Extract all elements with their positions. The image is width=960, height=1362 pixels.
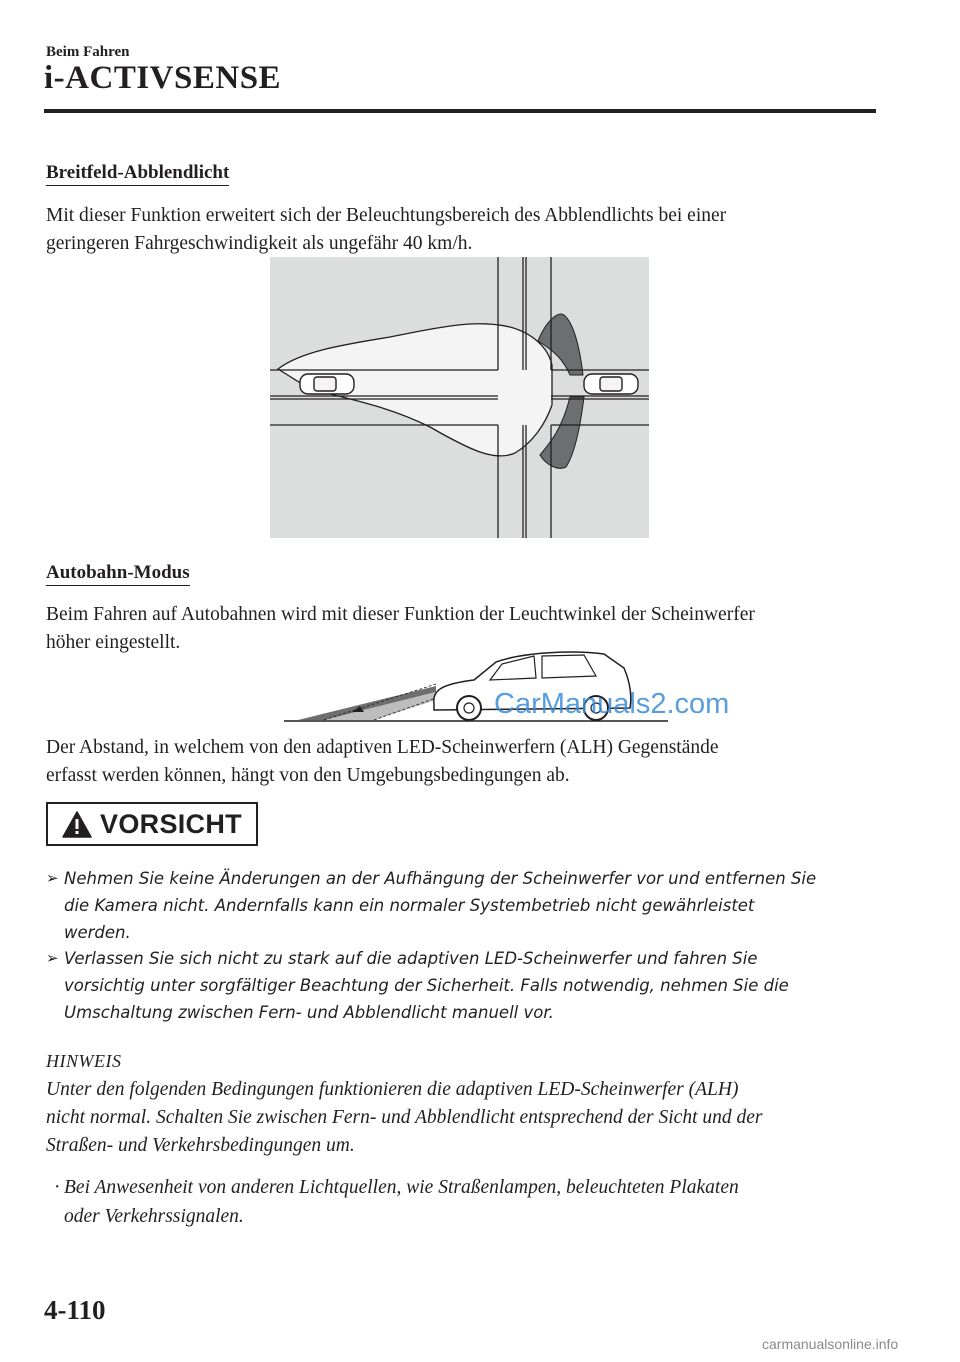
caution-line: Verlassen Sie sich nicht zu stark auf die adaptiven LED-Scheinwerfer und fahren Sie	[64, 949, 758, 968]
watermark: CarManuals2.com	[494, 688, 730, 720]
arrow-bullet-icon: ➢	[46, 949, 59, 967]
note-heading: HINWEIS	[46, 1051, 122, 1071]
chapter-title: i-ACTIVSENSE	[44, 60, 282, 96]
wide-beam-illustration	[270, 257, 649, 538]
bullet-dot: ·	[54, 1177, 61, 1198]
note-paragraph	[46, 1076, 876, 1160]
caution-line: die Kamera nicht. Andernfalls kann ein normaler Systembetrieb nicht gewährleistet	[64, 896, 755, 915]
paragraph-line: Beim Fahren auf Autobahnen wird mit dieser Funktion der Leuchtwinkel der Scheinwerfer	[46, 604, 755, 625]
paragraph-line: geringeren Fahrgeschwindigkeit als ungefähr 40 km/h.	[46, 233, 473, 254]
car-right	[584, 374, 638, 394]
header-rule	[44, 109, 876, 113]
section-heading-text: Breitfeld-Abblendlicht	[46, 162, 229, 186]
arrow-bullet-icon: ➢	[46, 869, 59, 887]
caution-line: werden.	[64, 923, 131, 942]
breadcrumb: Beim Fahren	[46, 44, 130, 60]
detection-paragraph	[46, 734, 876, 790]
note-line: Straßen- und Verkehrsbedingungen um.	[46, 1135, 355, 1156]
paragraph-line: höher eingestellt.	[46, 632, 181, 653]
caution-item	[46, 945, 866, 1026]
caution-line: Umschaltung zwischen Fern- und Abblendlicht manuell vor.	[64, 1003, 554, 1022]
section-heading-highway-mode	[46, 562, 190, 584]
caution-title: VORSICHT	[100, 808, 242, 839]
warning-triangle-icon	[62, 811, 92, 838]
wide-beam-paragraph	[46, 202, 876, 258]
section-heading-text: Autobahn-Modus	[46, 562, 190, 586]
caution-line: vorsichtig unter sorgfältiger Beachtung der Sicherheit. Falls notwendig, nehmen Sie die	[64, 976, 789, 995]
bullet-line: Bei Anwesenheit von anderen Lichtquellen, wie Straßenlampen, beleuchteten Plakaten	[64, 1177, 739, 1198]
note-bullet-item	[46, 1173, 866, 1231]
note-line: Unter den folgenden Bedingungen funktionieren die adaptiven LED-Scheinwerfer (ALH)	[46, 1079, 739, 1100]
paragraph-line: erfasst werden können, hängt von den Umgebungsbedingungen ab.	[46, 765, 570, 786]
section-heading-wide-beam	[46, 162, 229, 184]
note-line: nicht normal. Schalten Sie zwischen Fern- und Abblendlicht entsprechend der Sicht und der	[46, 1107, 763, 1128]
caution-item	[46, 865, 866, 946]
caution-box	[46, 802, 258, 846]
car-left	[300, 374, 354, 394]
footer-site-url: carmanualsonline.info	[762, 1336, 899, 1352]
bullet-line: oder Verkehrssignalen.	[64, 1206, 244, 1227]
paragraph-line: Mit dieser Funktion erweitert sich der Beleuchtungsbereich des Abblendlichts bei einer	[46, 205, 727, 226]
paragraph-line: Der Abstand, in welchem von den adaptiven LED-Scheinwerfern (ALH) Gegenstände	[46, 737, 719, 758]
caution-line: Nehmen Sie keine Änderungen an der Aufhängung der Scheinwerfer vor und entfernen Sie	[64, 869, 817, 888]
page-number: 4-110	[44, 1295, 106, 1325]
